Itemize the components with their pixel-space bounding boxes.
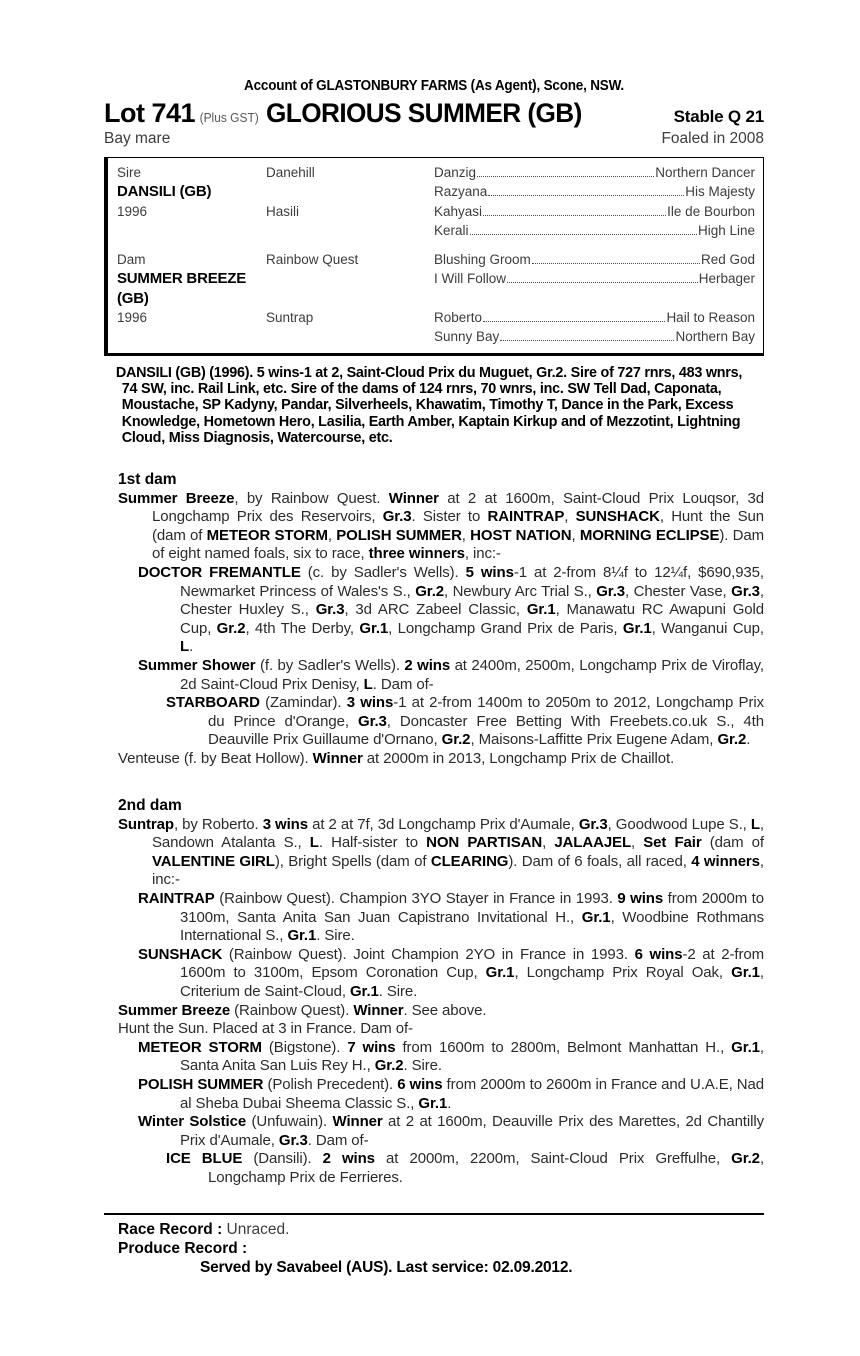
grandparent-cell <box>434 202 763 221</box>
empty-cell <box>266 269 434 308</box>
pedigree-row <box>108 327 763 346</box>
pedigree-divider <box>108 240 763 250</box>
grandparent-left: Razyana <box>434 184 488 200</box>
produce-record-label: Produce Record : <box>118 1240 248 1258</box>
grandparent-right: Hail to Reason <box>666 310 755 326</box>
pedigree-entry: Summer Breeze, by Rainbow Quest. Winner at 2 at 1600m, Saint-Cloud Prix Louqsor, 3d Longchamp Prix des Reservoirs, Gr.3. Sister to RAINTRAP, SUNSHACK, Hunt the Sun (dam of METEOR STORM, POLISH SUMMER, HOST NATION, MORNING ECLIPSE). Dam of eight named foals, six to race, three winners, inc:- <box>118 489 765 563</box>
dot-leader <box>477 176 654 177</box>
colour-sex: Bay mare <box>104 130 171 147</box>
dot-leader <box>500 340 674 341</box>
pedigree-row <box>108 250 763 269</box>
pedigree-entry: Suntrap, by Roberto. 3 wins at 2 at 7f, 3d Longchamp Prix d'Aumale, Gr.3, Goodwood Lupe S., L, Sandown Atalanta S., L. Half-sister to NON PARTISAN, JALAAJEL, Set Fair (dam of VALENTINE GIRL), Bright Spells (dam of CLEARING). Dam of 6 foals, all raced, 4 winners, inc:- <box>118 815 764 889</box>
grandparent-left: Sunny Bay <box>434 329 500 345</box>
grandparent-cell <box>434 221 763 240</box>
pedigree-entry: Summer Breeze (Rainbow Quest). Winner. See above. <box>118 1001 487 1019</box>
pedigree-entry: Summer Shower (f. by Sadler's Wells). 2 wins at 2400m, 2500m, Longchamp Prix de Viroflay, 2d Saint-Cloud Prix Denisy, L. Dam of- <box>138 657 764 693</box>
grandparent-cell <box>434 269 763 308</box>
pedigree-entry: POLISH SUMMER (Polish Precedent). 6 wins from 2000m to 2600m in France and U.A.E, Nad al Sheba Dubai Sheema Classic S., Gr.1. <box>138 1075 765 1112</box>
pedigree-entry: Winter Solstice (Unfuwain). Winner at 2 at 1600m, Deauville Prix des Marettes, 2d Chantilly Prix d'Aumale, Gr.3. Dam of- <box>138 1113 764 1149</box>
pedigree-row <box>108 269 763 308</box>
grandparent-cell <box>434 250 763 269</box>
empty-cell <box>108 327 266 346</box>
grandparent-left: Danzig <box>434 165 477 180</box>
race-record-label: Race Record : <box>118 1221 223 1239</box>
second-dam-entries <box>104 816 764 1188</box>
pedigree-entry: DOCTOR FREMANTLE (c. by Sadler's Wells). 5 wins-1 at 2-from 8¼f to 12¼f, $690,935, Newmarket Princess of Wales's S., Gr.2, Newbury Arc Trial S., Gr.3, Chester Vase, Gr.3, Chester Huxley S., Gr.3, 3d ARC Zabeel Classic, Gr.1, Manawatu RC Awapuni Gold Cup, Gr.2, 4th The Derby, Gr.1, Longchamp Grand Prix de Paris, Gr.1, Wanganui Cup, L. <box>138 564 765 656</box>
service-line: Served by Savabeel (AUS). Last service: 02.09.2012. <box>200 1259 573 1277</box>
empty-cell <box>266 182 434 201</box>
sire-sire: Danehill <box>266 165 315 180</box>
pedigree-table <box>104 157 764 356</box>
sire-label: Sire <box>117 165 142 180</box>
pedigree-entry: Hunt the Sun. Placed at 3 in France. Dam of- <box>118 1020 413 1038</box>
account-line: Account of GLASTONBURY FARMS (As Agent), Scone, NSW. <box>244 78 624 94</box>
grandparent-cell <box>434 163 763 182</box>
pedigree-entry: SUNSHACK (Rainbow Quest). Joint Champion 2YO in France in 1993. 6 wins-2 at 2-from 1600m to 3100m, Epsom Coronation Cup, Gr.1, Longchamp Prix Royal Oak, Gr.1, Criterium de Saint-Cloud, Gr.1. Sire. <box>138 945 765 1000</box>
empty-cell <box>266 327 434 346</box>
sire-dam: Hasili <box>266 203 300 219</box>
grandparent-left: Blushing Groom <box>434 252 531 268</box>
colour-sex-row <box>104 130 764 148</box>
grandparent-left: I Will Follow <box>434 271 507 287</box>
dam-dam: Suntrap <box>266 310 314 326</box>
grandparent-cell <box>434 308 763 327</box>
dot-leader <box>532 263 700 264</box>
grandparent-left: Roberto <box>434 310 483 326</box>
pedigree-entry: Venteuse (f. by Beat Hollow). Winner at 2000m in 2013, Longchamp Prix de Chaillot. <box>118 750 675 768</box>
pedigree-row <box>108 221 763 240</box>
second-dam-heading: 2nd dam <box>118 796 182 814</box>
grandparent-right: High Line <box>697 222 755 238</box>
sire-name: DANSILI (GB) <box>117 183 212 201</box>
produce-record-row <box>104 1239 764 1258</box>
grandparent-right: Northern Bay <box>675 329 755 345</box>
race-record-value: Unraced. <box>226 1221 290 1239</box>
footer-divider <box>104 1213 764 1215</box>
dot-leader <box>483 215 666 216</box>
dam-year: 1996 <box>117 310 148 326</box>
grandparent-right: His Majesty <box>685 184 755 200</box>
empty-cell <box>108 221 266 240</box>
dot-leader <box>488 195 684 196</box>
dot-leader <box>470 234 697 235</box>
pedigree-row <box>108 182 763 201</box>
race-record-row <box>104 1220 764 1239</box>
pedigree-row <box>108 202 763 221</box>
pedigree-row <box>108 163 763 182</box>
grandparent-right: Herbager <box>698 271 755 287</box>
lot-number: Lot 741 <box>104 98 196 128</box>
pedigree-row <box>108 308 763 327</box>
gst-note: (Plus GST) <box>199 110 259 125</box>
foaled-year: Foaled in 2008 <box>661 130 764 147</box>
dam-name: SUMMER BREEZE (GB) <box>117 270 247 307</box>
dot-leader <box>507 282 698 283</box>
sire-summary-paragraph: DANSILI (GB) (1996). 5 wins-1 at 2, Saint-Cloud Prix du Muguet, Gr.2. Sire of 727 rnrs, 483 wnrs, 74 SW, inc. Rail Link, etc. Sire of the dams of 124 rnrs, 70 wnrs, inc. SW Tell Dad, Caponata, Moustache, SP Kadyny, Pandar, Silverheels, Khawatim, Timothy T, Dance in the Park, Excess Knowledge, Hometown Hero, Lasilia, Earth Amber, Kaptain Kirkup and of Mezzotint, Lightning Cloud, Miss Diagnosis, Watercourse, etc. <box>115 364 743 447</box>
grandparent-right: Red God <box>700 252 755 268</box>
sire-year: 1996 <box>117 203 148 219</box>
dam-label: Dam <box>117 252 146 268</box>
first-dam-entries <box>104 490 764 769</box>
dam-sire: Rainbow Quest <box>266 252 359 268</box>
pedigree-entry: RAINTRAP (Rainbow Quest). Champion 3YO Stayer in France in 1993. 9 wins from 2000m to 3100m, Santa Anita San Juan Capistrano Invitational H., Gr.1, Woodbine Rothmans International S., Gr.1. Sire. <box>138 889 764 945</box>
grandparent-cell <box>434 182 763 201</box>
grandparent-right: Ile de Bourbon <box>667 203 755 219</box>
stable-number: Stable Q 21 <box>673 107 764 126</box>
pedigree-entry: ICE BLUE (Dansili). 2 wins at 2000m, 2200m, Saint-Cloud Prix Greffulhe, Gr.2, Longchamp Prix de Ferrieres. <box>166 1150 765 1186</box>
catalogue-sheet <box>104 78 764 1277</box>
grandparent-left: Kerali <box>434 222 469 238</box>
empty-cell <box>266 221 434 240</box>
grandparent-cell <box>434 327 763 346</box>
horse-name: GLORIOUS SUMMER (GB) <box>266 98 583 128</box>
first-dam-heading: 1st dam <box>118 470 177 488</box>
dot-leader <box>483 321 665 322</box>
pedigree-entry: METEOR STORM (Bigstone). 7 wins from 1600m to 2800m, Belmont Manhattan H., Gr.1, Santa Anita San Luis Rey H., Gr.2. Sire. <box>138 1038 764 1075</box>
lot-title-row <box>104 98 764 129</box>
grandparent-left: Kahyasi <box>434 203 483 219</box>
grandparent-right: Northern Dancer <box>655 165 755 180</box>
pedigree-entry: STARBOARD (Zamindar). 3 wins-1 at 2-from 1400m to 2050m to 2012, Longchamp Prix du Prince d'Orange, Gr.3, Doncaster Free Betting With Freebets.co.uk S., 4th Deauville Prix Guillaume d'Ornano, Gr.2, Maisons-Laffitte Prix Eugene Adam, Gr.2. <box>166 694 764 749</box>
